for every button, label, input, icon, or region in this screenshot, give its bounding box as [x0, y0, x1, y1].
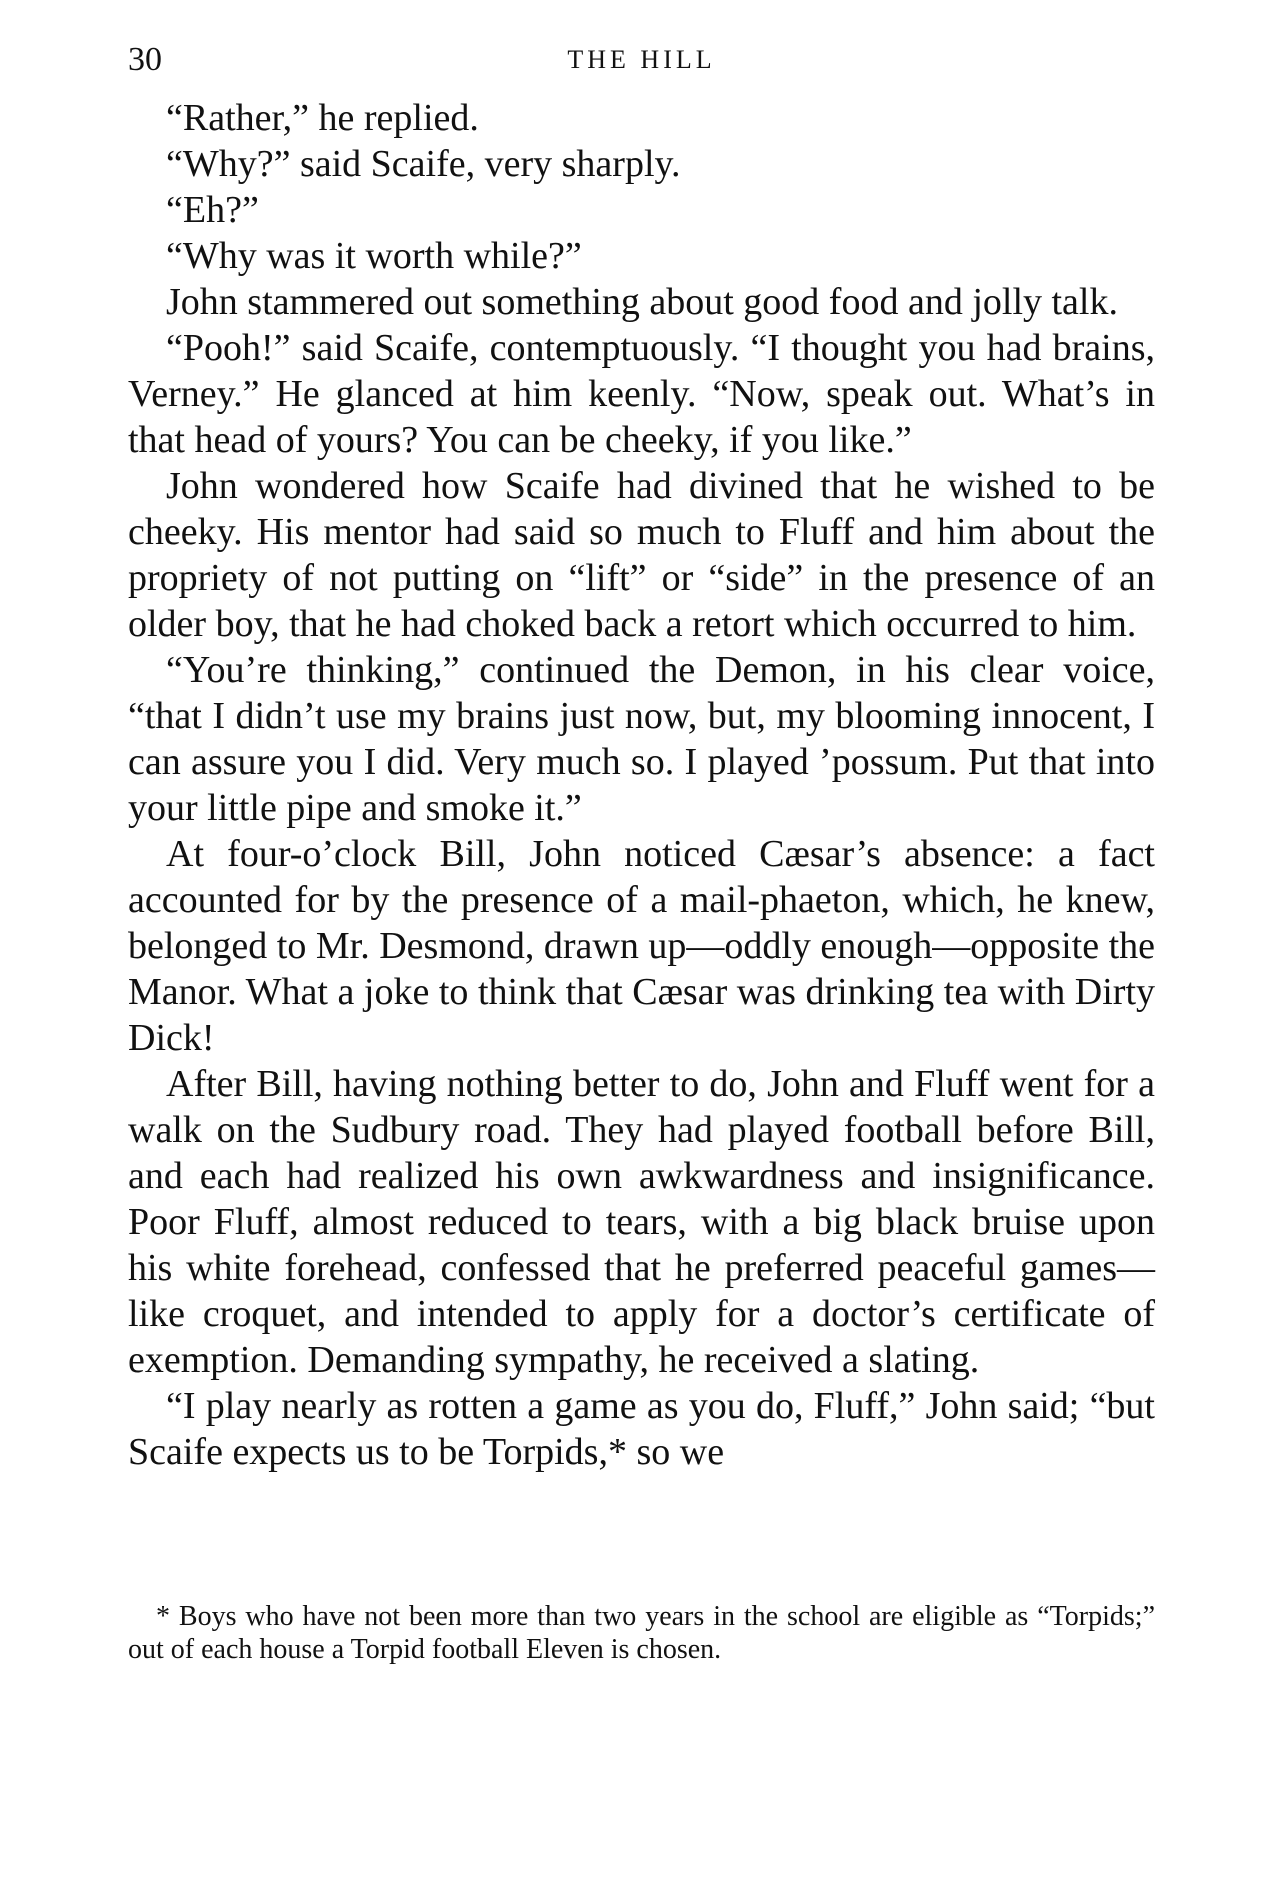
body-text [128, 95, 1155, 1475]
page-header [128, 40, 1155, 80]
paragraph: “Eh?” [166, 189, 259, 231]
paragraph: John wondered how Scaife had divined that he wished to be cheeky. His mentor had said so much to Fluff and him about the propriety of not putting on “lift” or “side” in the presence of an older boy, that he had choked back a retort which occurred to him. [128, 465, 1155, 645]
paragraph: “Why was it worth while?” [166, 235, 582, 277]
paragraph: At four-o’clock Bill, John noticed Cæsar’s absence: a fact accounted for by the presence of a mail-phaeton, which, he knew, belonged to Mr. Desmond, drawn up—oddly enough—opposite the Manor. What a joke to think that Cæsar was drinking tea with Dirty Dick! [128, 833, 1155, 1059]
paragraph: “I play nearly as rotten a game as you do, Fluff,” John said; “but Scaife expects us to be Torpids,* so we [128, 1385, 1155, 1473]
footnote-text: * Boys who have not been more than two years in the school are eligible as “Torpids;” out of each house a Torpid football Eleven is chosen. [128, 1601, 1155, 1665]
running-title: THE HILL [567, 45, 716, 74]
paragraph: After Bill, having nothing better to do, John and Fluff went for a walk on the Sudbury road. They had played football before Bill, and each had realized his own awkwardness and insignificance. Poor Fluff, almost reduced to tears, with a big black bruise upon his white forehead, confessed that he preferred peaceful games—like croquet, and intended to apply for a doctor’s certificate of exemption. Demanding sympathy, he received a slating. [128, 1063, 1155, 1381]
paragraph: John stammered out something about good food and jolly talk. [166, 281, 1118, 323]
footnote [128, 1600, 1155, 1666]
paragraph: “Pooh!” said Scaife, contemptuously. “I thought you had brains, Verney.” He glanced at him keenly. “Now, speak out. What’s in that head of yours? You can be cheeky, if you like.” [128, 327, 1155, 461]
paragraph: “Why?” said Scaife, very sharply. [166, 143, 681, 185]
paragraph: “Rather,” he replied. [166, 97, 479, 139]
page-number: 30 [128, 41, 162, 78]
paragraph: “You’re thinking,” continued the Demon, in his clear voice, “that I didn’t use my brains just now, but, my blooming innocent, I can assure you I did. Very much so. I played ’possum. Put that into your little pipe and smoke it.” [128, 649, 1155, 829]
